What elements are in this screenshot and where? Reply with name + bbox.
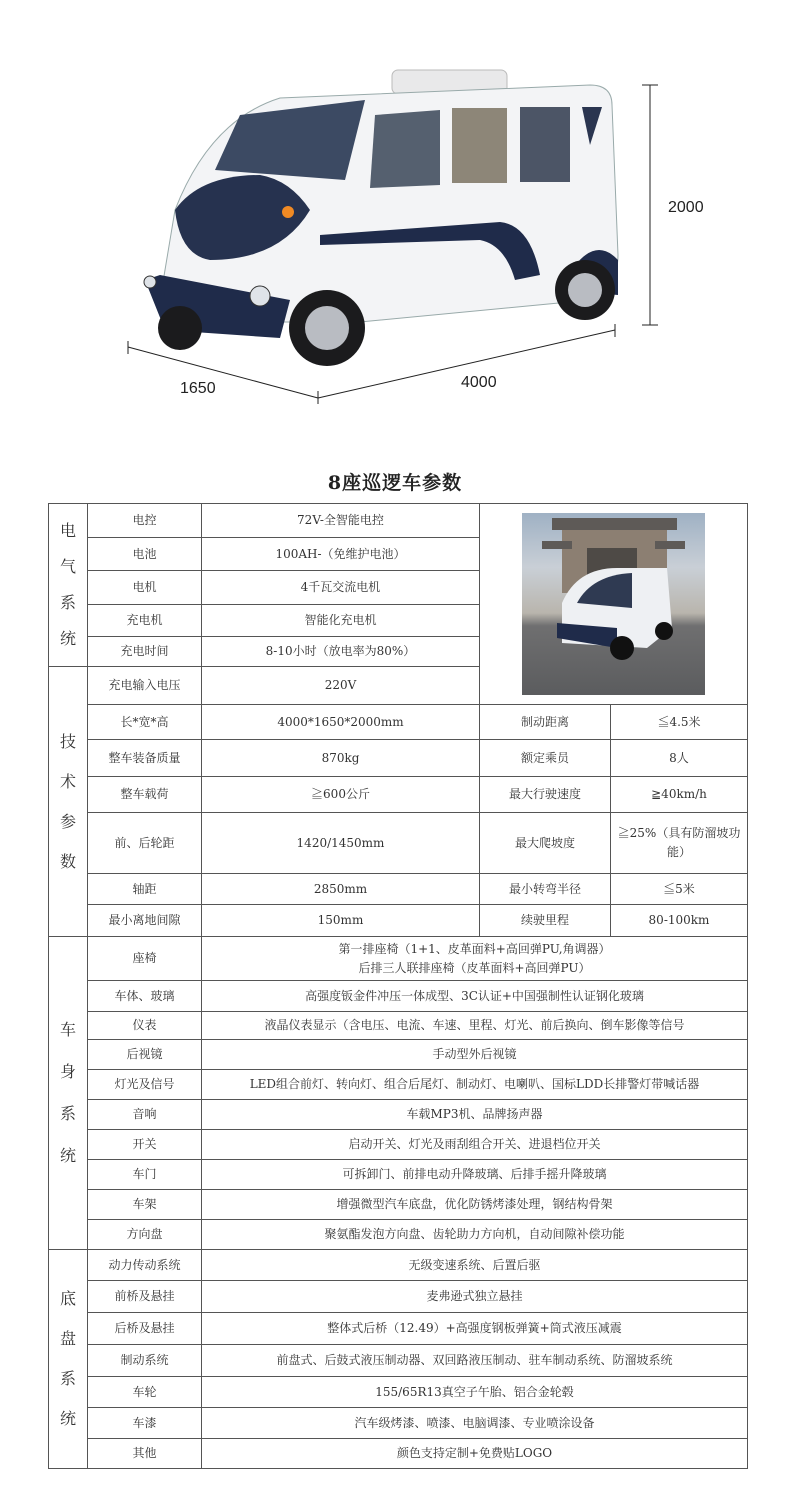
row-value-line: 麦弗逊式独立悬挂	[426, 1289, 523, 1303]
table-row	[49, 1012, 748, 1040]
table-row	[49, 1040, 748, 1070]
height-dimension: 2000	[668, 199, 704, 216]
row-label: 电机	[88, 571, 202, 605]
row-label: 充电输入电压	[88, 667, 202, 705]
table-row	[49, 504, 748, 538]
row-value	[202, 1012, 748, 1040]
row-value-line: 整体式后桥（12.49）+高强度钢板弹簧+筒式液压减震	[327, 1321, 622, 1335]
row-value-line: 启动开关、灯光及雨刮组合开关、进退档位开关	[348, 1137, 601, 1151]
row-value: 220V	[202, 667, 480, 705]
row-value	[202, 1345, 748, 1377]
table-row	[49, 1220, 748, 1250]
table-row	[49, 1070, 748, 1100]
row-value: 150mm	[202, 905, 480, 937]
row-label: 后视镜	[88, 1040, 202, 1070]
row-label: 电池	[88, 538, 202, 571]
table-row	[49, 1160, 748, 1190]
table-row	[49, 1100, 748, 1130]
row-value-line: 车载MP3机、品牌扬声器	[406, 1107, 543, 1121]
vehicle-illustration	[120, 60, 680, 410]
row-value	[202, 981, 748, 1012]
row-label: 其他	[88, 1439, 202, 1469]
table-row	[49, 1408, 748, 1439]
row-label: 车门	[88, 1160, 202, 1190]
row-label: 长*宽*高	[88, 705, 202, 740]
row-value: 2850mm	[202, 874, 480, 905]
row-value: 8人	[611, 740, 748, 777]
table-row	[49, 740, 748, 777]
table-row	[49, 1377, 748, 1408]
row-label: 仪表	[88, 1012, 202, 1040]
row-label: 车架	[88, 1190, 202, 1220]
table-row	[49, 1313, 748, 1345]
product-photo-image	[522, 513, 705, 695]
table-row	[49, 981, 748, 1012]
table-row	[49, 1130, 748, 1160]
row-value: 4000*1650*2000mm	[202, 705, 480, 740]
table-row	[49, 705, 748, 740]
row-value: ≧40km/h	[611, 777, 748, 813]
row-value	[202, 1100, 748, 1130]
product-photo	[480, 504, 748, 705]
section-label-cell	[49, 504, 88, 667]
row-label: 车轮	[88, 1377, 202, 1408]
row-label: 制动距离	[480, 705, 611, 740]
row-value: 4千瓦交流电机	[202, 571, 480, 605]
row-value-line: 无级变速系统、后置后驱	[408, 1257, 541, 1272]
row-label: 充电时间	[88, 637, 202, 667]
row-value	[202, 1281, 748, 1313]
width-dimension: 1650	[180, 380, 216, 397]
row-value-line: 155/65R13真空子午胎、铝合金轮毂	[375, 1384, 574, 1399]
spec-table	[48, 503, 748, 1469]
row-label: 动力传动系统	[88, 1250, 202, 1281]
row-label: 整车装备质量	[88, 740, 202, 777]
row-value	[202, 1190, 748, 1220]
row-value	[202, 1313, 748, 1345]
row-value-line: 颜色支持定制+免费贴LOGO	[396, 1446, 553, 1460]
table-row	[49, 1439, 748, 1469]
row-value-line: 手动型外后视镜	[432, 1047, 517, 1061]
row-value-line: 可拆卸门、前排电动升降玻璃、后排手摇升降玻璃	[342, 1167, 607, 1181]
row-label: 前、后轮距	[88, 813, 202, 874]
row-label: 制动系统	[88, 1345, 202, 1377]
row-value-line: 第一排座椅（1+1、皮革面料+高回弹PU,角调器）	[338, 941, 611, 956]
row-value	[202, 1070, 748, 1100]
row-value: 870kg	[202, 740, 480, 777]
row-value-line: 增强微型汽车底盘，优化防锈烤漆处理，钢结构骨架	[336, 1197, 613, 1211]
section-label-cell	[49, 937, 88, 1250]
row-value	[202, 1377, 748, 1408]
row-label: 最大爬坡度	[480, 813, 611, 874]
spec-title: 8座巡逻车参数	[327, 472, 463, 494]
section-label: 底盘系统	[59, 1289, 76, 1428]
row-value	[202, 1408, 748, 1439]
row-label: 开关	[88, 1130, 202, 1160]
row-value	[202, 1220, 748, 1250]
row-label: 续驶里程	[480, 905, 611, 937]
row-value: ≦4.5米	[611, 705, 748, 740]
table-row	[49, 813, 748, 874]
row-value: 100AH-（免维护电池）	[202, 538, 480, 571]
row-label: 车漆	[88, 1408, 202, 1439]
row-value: ≧25%（具有防溜坡功能）	[611, 813, 748, 874]
row-label: 最大行驶速度	[480, 777, 611, 813]
row-label: 最小离地间隙	[88, 905, 202, 937]
row-value-line: 后排三人联排座椅（皮革面料+高回弹PU）	[358, 960, 591, 975]
table-row	[49, 1190, 748, 1220]
row-value: ≧600公斤	[202, 777, 480, 813]
row-label: 电控	[88, 504, 202, 538]
row-value: 8-10小时（放电率为80%）	[202, 637, 480, 667]
section-label: 车身系统	[59, 1020, 76, 1165]
row-value-line: 液晶仪表显示（含电压、电流、车速、里程、灯光、前后换向、倒车影像等信号	[264, 1018, 685, 1032]
row-label: 充电机	[88, 605, 202, 637]
row-label: 最小转弯半径	[480, 874, 611, 905]
row-label: 灯光及信号	[88, 1070, 202, 1100]
row-value-line: LED组合前灯、转向灯、组合后尾灯、制动灯、电喇叭、国标LDD长排警灯带喊话器	[249, 1077, 700, 1091]
row-value: 智能化充电机	[202, 605, 480, 637]
row-label: 前桥及悬挂	[88, 1281, 202, 1313]
row-label: 座椅	[88, 937, 202, 981]
table-row	[49, 1345, 748, 1377]
row-label: 后桥及悬挂	[88, 1313, 202, 1345]
section-label-cell	[49, 1250, 88, 1469]
section-label: 电气系统	[59, 521, 76, 648]
row-label: 音响	[88, 1100, 202, 1130]
table-row	[49, 905, 748, 937]
row-label: 轴距	[88, 874, 202, 905]
row-value	[202, 1040, 748, 1070]
row-value: 72V-全智能电控	[202, 504, 480, 538]
row-value	[202, 937, 748, 981]
table-row	[49, 937, 748, 981]
row-value: 1420/1450mm	[202, 813, 480, 874]
row-value: 80-100km	[611, 905, 748, 937]
table-row	[49, 874, 748, 905]
row-value	[202, 1250, 748, 1281]
row-value	[202, 1130, 748, 1160]
row-value	[202, 1160, 748, 1190]
row-value	[202, 1439, 748, 1469]
row-value-line: 汽车级烤漆、喷漆、电脑调漆、专业喷涂设备	[354, 1415, 595, 1430]
row-value: ≦5米	[611, 874, 748, 905]
row-label: 方向盘	[88, 1220, 202, 1250]
row-label: 整车载荷	[88, 777, 202, 813]
row-value-line: 前盘式、后鼓式液压制动器、双回路液压制动、驻车制动系统、防溜坡系统	[276, 1353, 673, 1367]
row-label: 车体、玻璃	[88, 981, 202, 1012]
table-row	[49, 1281, 748, 1313]
row-label: 额定乘员	[480, 740, 611, 777]
row-value-line: 高强度钣金件冲压一体成型、3C认证+中国强制性认证钢化玻璃	[305, 988, 644, 1003]
row-value-line: 聚氨酯发泡方向盘、齿轮助力方向机，自动间隙补偿功能	[324, 1227, 625, 1241]
length-dimension: 4000	[461, 374, 497, 391]
section-label-cell	[49, 667, 88, 937]
table-row	[49, 777, 748, 813]
table-row	[49, 1250, 748, 1281]
section-label: 技术参数	[59, 731, 76, 871]
